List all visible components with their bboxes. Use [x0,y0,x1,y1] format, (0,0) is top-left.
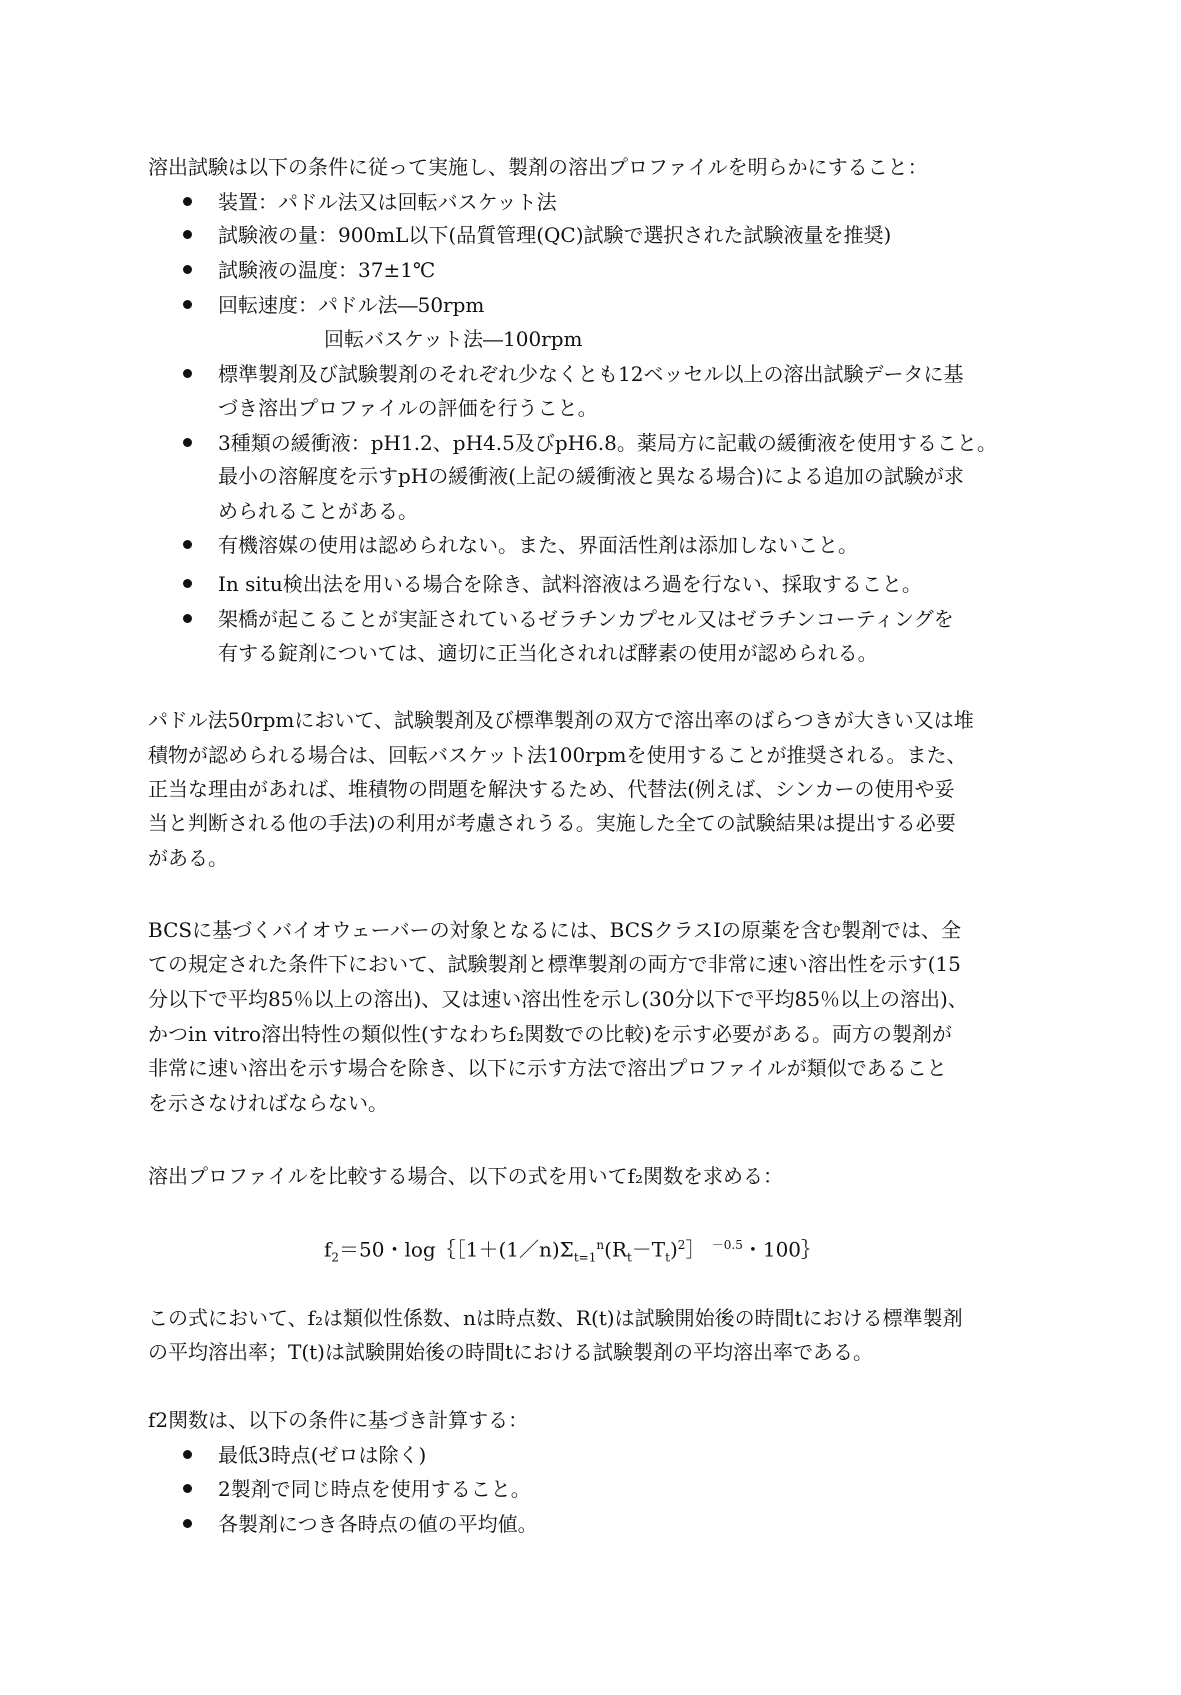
list-item-continuation: づき溶出プロファイルの評価を行うこと。 [218,396,598,420]
formula-part: f [324,1237,332,1262]
list-item-continuation: 回転バスケット法―100rpm [324,327,583,351]
list-item-continuation: 有する錠剤については、適切に正当化されれば酵素の使用が認められる。 [218,641,878,665]
list-item-continuation: 最小の溶解度を示すpHの緩衝液(上記の緩衝液と異なる場合)による追加の試験が求 [218,464,964,488]
paragraph-line: がある。 [148,846,228,870]
list-item: 各製剤につき各時点の値の平均値。 [218,1512,538,1536]
list-item: 有機溶媒の使用は認められない。また、界面活性剤は添加しないこと。 [218,533,858,557]
formula-part: ＝50・log｛［1＋(1／n)Σ [339,1237,574,1262]
formula-part: ) [669,1237,678,1262]
list-item-continuation: められることがある。 [218,499,418,523]
bullet-icon [183,540,192,549]
paragraph-f2-intro: 溶出プロファイルを比較する場合、以下の式を用いてf₂関数を求める： [148,1164,784,1188]
formula-part: (R [604,1237,627,1262]
paragraph-line: BCSに基づくバイオウェーバーの対象となるには、BCSクラスⅠの原薬を含む製剤では、全 [148,918,962,942]
bullet-icon [183,197,192,206]
formula-subscript: t=1 [573,1250,597,1265]
paragraph-f2-conditions-intro: f2関数は、以下の条件に基づき計算する： [148,1408,529,1432]
f2-formula [324,1228,822,1265]
paragraph-line: 非常に速い溶出を示す場合を除き、以下に示す方法で溶出プロファイルが類似であること [148,1056,947,1080]
list-item: 回転速度：パドル法―50rpm [218,293,485,317]
formula-subscript: t [665,1250,670,1265]
formula-part: ］ [685,1237,706,1262]
list-item: 試験液の量：900mL以下(品質管理(QC)試験で選択された試験液量を推奨) [218,223,892,247]
formula-part: －T [631,1237,666,1262]
paragraph-line: ての規定された条件下において、試験製剤と標準製剤の両方で非常に速い溶出性を示す(15 [148,952,961,976]
list-item: 2製剤で同じ時点を使用すること。 [218,1477,531,1501]
bullet-icon [183,1484,192,1493]
bullet-icon [183,369,192,378]
paragraph-line: 当と判断される他の手法)の利用が考慮されうる。実施した全ての試験結果は提出する必要 [148,811,956,835]
paragraph-line: この式において、f₂は類似性係数、nは時点数、R(t)は試験開始後の時間tにおける標準製剤 [148,1306,963,1330]
paragraph-line: かつin vitro溶出特性の類似性(すなわちf₂関数での比較)を示す必要がある。両方の製剤が [148,1022,952,1046]
formula-subscript: 2 [331,1250,340,1265]
bullet-icon [183,1450,192,1459]
paragraph-line: パドル法50rpmにおいて、試験製剤及び標準製剤の双方で溶出率のばらつきが大きい又は堆 [148,708,974,732]
list-item: 架橋が起こることが実証されているゼラチンカプセル又はゼラチンコーティングを [218,607,954,631]
list-item: In situ検出法を用いる場合を除き、試料溶液はろ過を行ない、採取すること。 [218,572,922,596]
formula-superscript: 2 [677,1238,686,1252]
formula-superscript: n [596,1238,605,1252]
paragraph-line: の平均溶出率；T(t)は試験開始後の時間tにおける試験製剤の平均溶出率である。 [148,1340,874,1364]
paragraph-line: 分以下で平均85％以上の溶出)、又は速い溶出性を示し(30分以下で平均85％以上の溶出)、 [148,987,968,1011]
bullet-icon [183,438,192,447]
bullet-icon [183,1519,192,1528]
bullet-icon [183,579,192,588]
paragraph-line: 正当な理由があれば、堆積物の問題を解決するため、代替法(例えば、シンカーの使用や妥 [148,777,955,801]
intro-text: 溶出試験は以下の条件に従って実施し、製剤の溶出プロファイルを明らかにすること： [148,155,928,179]
list-item: 試験液の温度：37±1℃ [218,258,436,282]
list-item: 3種類の緩衝液：pH1.2、pH4.5及びpH6.8。薬局方に記載の緩衝液を使用すること。 [218,431,997,455]
list-item: 最低3時点(ゼロは除く) [218,1443,427,1467]
formula-part: ・100｝ [742,1237,822,1262]
formula-subscript: t [626,1250,632,1265]
bullet-icon [183,265,192,274]
paragraph-line: 積物が認められる場合は、回転バスケット法100rpmを使用することが推奨される。また、 [148,743,967,767]
list-item: 装置：パドル法又は回転バスケット法 [218,190,557,214]
bullet-icon [183,230,192,239]
formula-superscript: －0.5 [711,1238,743,1252]
bullet-icon [183,614,192,623]
list-item: 標準製剤及び試験製剤のそれぞれ少なくとも12ベッセル以上の溶出試験データに基 [218,362,964,386]
bullet-icon [183,300,192,309]
paragraph-line: を示さなければならない。 [148,1091,388,1115]
